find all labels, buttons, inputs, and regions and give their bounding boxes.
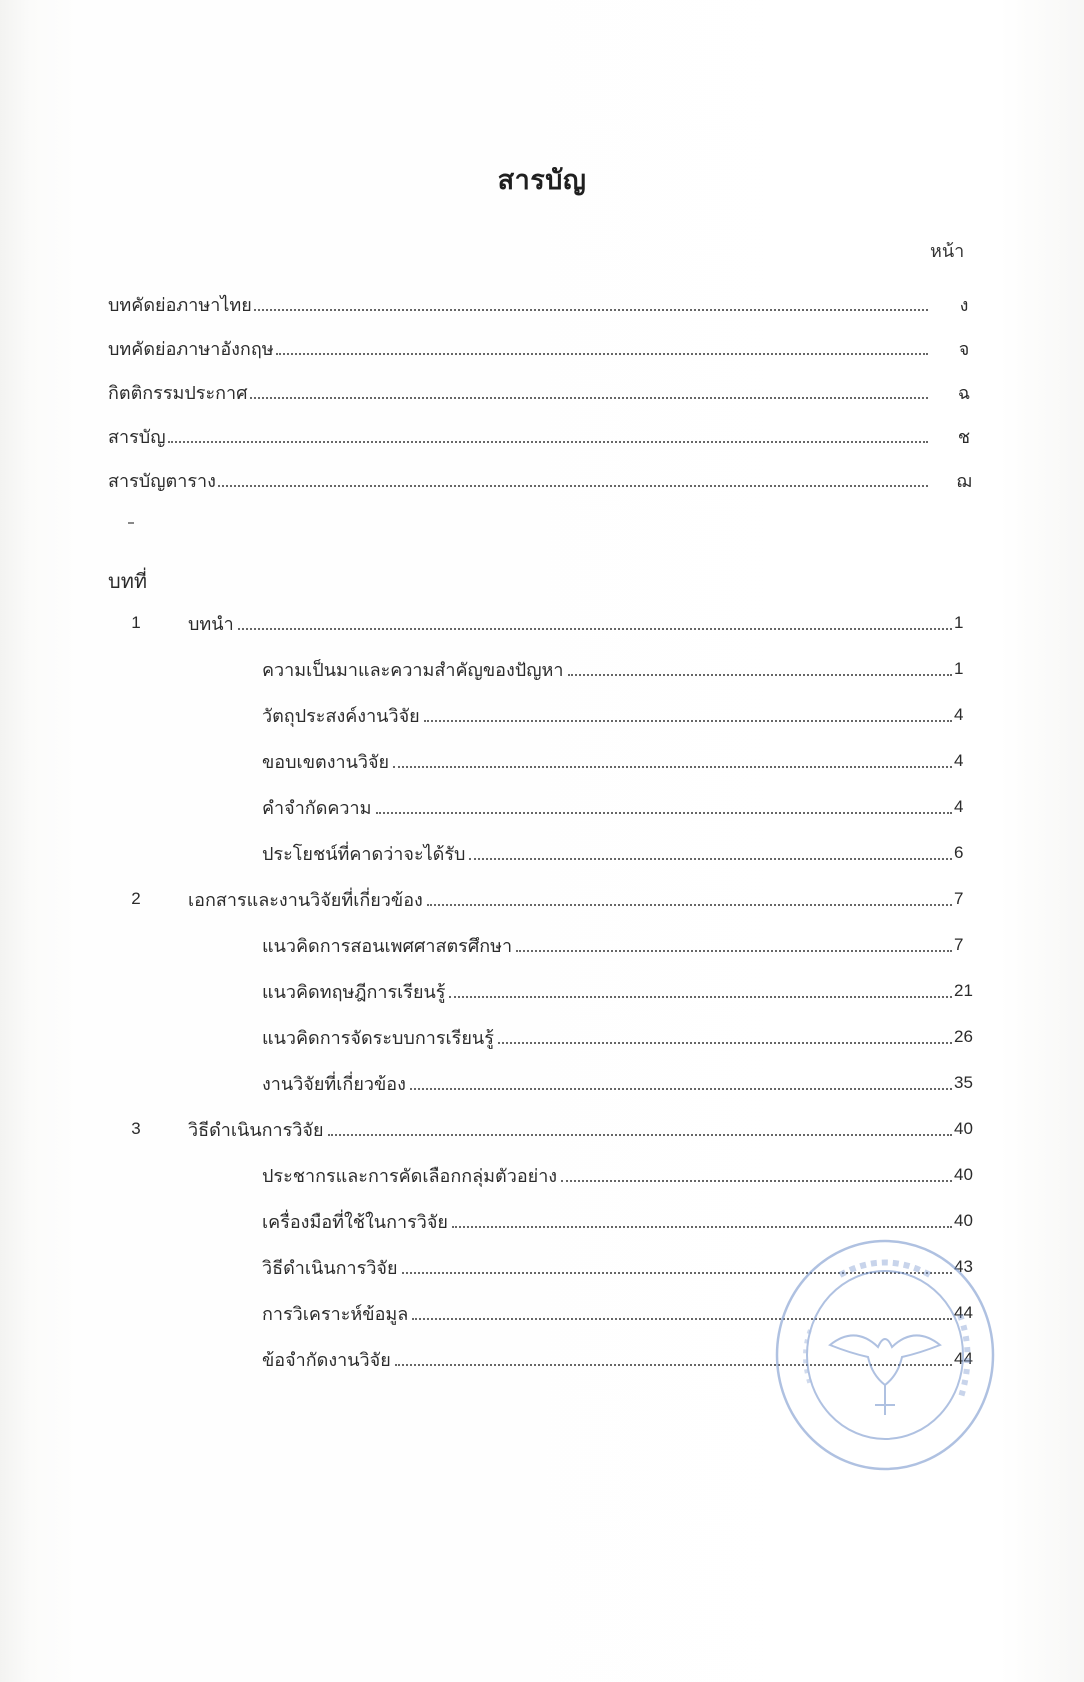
section-row	[108, 1014, 978, 1060]
section-page: 6	[954, 843, 964, 862]
leader-dots	[469, 858, 952, 860]
front-matter-label: สารบัญตาราง	[108, 470, 216, 492]
chapter-title: วิธีดำเนินการวิจัย	[188, 1119, 324, 1141]
section-title: วิธีดำเนินการวิจัย	[262, 1257, 398, 1279]
section-title: เครื่องมือที่ใช้ในการวิจัย	[262, 1211, 448, 1233]
leader-dots	[424, 720, 952, 722]
chapter-page: 1	[954, 613, 964, 632]
section-page: 44	[954, 1349, 973, 1368]
chapter-row	[108, 876, 978, 922]
leader-dots	[250, 397, 928, 399]
front-matter-label: บทคัดย่อภาษาไทย	[108, 294, 252, 316]
chapter-heading: บทที่	[108, 569, 148, 593]
section-row	[108, 968, 978, 1014]
leader-dots	[393, 766, 952, 768]
section-row	[108, 830, 978, 876]
section-title: แนวคิดการสอนเพศศาสตรศึกษา	[262, 935, 513, 957]
section-title: คำจำกัดความ	[262, 797, 372, 819]
front-matter-page: ฉ	[957, 382, 971, 404]
section-row	[108, 922, 978, 968]
section-row	[108, 1060, 978, 1106]
section-page: 40	[954, 1211, 973, 1230]
section-title: แนวคิดทฤษฎีการเรียนรู้	[262, 981, 446, 1003]
section-page: 26	[954, 1027, 973, 1046]
leader-dots	[516, 950, 952, 952]
front-matter-list	[108, 282, 978, 502]
section-page: 4	[954, 751, 964, 770]
leader-dots	[561, 1180, 952, 1182]
section-page: 4	[954, 797, 964, 816]
section-title: แนวคิดการจัดระบบการเรียนรู้	[262, 1027, 494, 1049]
leader-dots	[568, 674, 952, 676]
page-title: สารบัญ	[497, 165, 587, 196]
section-page: 4	[954, 705, 964, 724]
section-title: ประชากรและการคัดเลือกกลุ่มตัวอย่าง	[262, 1165, 558, 1187]
chapter-number: 1	[131, 613, 141, 632]
section-page: 43	[954, 1257, 973, 1276]
chapter-title: เอกสารและงานวิจัยที่เกี่ยวข้อง	[188, 889, 423, 911]
chapter-number: 3	[131, 1119, 141, 1138]
section-title: วัตถุประสงค์งานวิจัย	[262, 705, 420, 727]
section-title: ความเป็นมาและความสำคัญของปัญหา	[262, 659, 564, 681]
chapter-page: 7	[954, 889, 964, 908]
front-matter-row	[108, 414, 978, 458]
chapter-page: 40	[954, 1119, 973, 1138]
leader-dots	[168, 441, 928, 443]
section-row	[108, 692, 978, 738]
front-matter-row	[108, 458, 978, 502]
front-matter-row	[108, 282, 978, 326]
leader-dots	[449, 996, 952, 998]
section-title: ข้อจำกัดงานวิจัย	[262, 1349, 391, 1371]
section-title: ขอบเขตงานวิจัย	[262, 751, 390, 773]
front-matter-row	[108, 326, 978, 370]
section-page: 7	[954, 935, 964, 954]
section-page: 44	[954, 1303, 973, 1322]
section-title: ประโยชน์ที่คาดว่าจะได้รับ	[262, 843, 466, 865]
official-seal-icon	[770, 1235, 1000, 1475]
section-page: 40	[954, 1165, 973, 1184]
front-matter-label: สารบัญ	[108, 426, 166, 448]
section-row	[108, 1152, 978, 1198]
front-matter-page: จ	[958, 338, 970, 360]
leader-dots	[238, 628, 952, 630]
chapter-row	[108, 600, 978, 646]
section-title: งานวิจัยที่เกี่ยวข้อง	[262, 1073, 406, 1095]
chapter-number: 2	[131, 889, 141, 908]
front-matter-label: บทคัดย่อภาษาอังกฤษ	[108, 338, 274, 360]
leader-dots	[452, 1226, 952, 1228]
leader-dots	[427, 904, 952, 906]
front-matter-label: กิตติกรรมประกาศ	[108, 382, 248, 404]
front-matter-page: ง	[959, 294, 969, 316]
section-title: การวิเคราะห์ข้อมูล	[262, 1303, 409, 1325]
section-page: 21	[954, 981, 973, 1000]
leader-dots	[376, 812, 952, 814]
chapter-row	[108, 1106, 978, 1152]
front-matter-page: ช	[957, 426, 971, 448]
front-matter-row	[108, 370, 978, 414]
section-page: 1	[954, 659, 964, 678]
section-row	[108, 738, 978, 784]
leader-dots	[276, 353, 928, 355]
leader-dots	[498, 1042, 952, 1044]
section-row	[108, 784, 978, 830]
leader-dots	[328, 1134, 952, 1136]
leader-dots	[218, 485, 928, 487]
front-matter-page: ฌ	[956, 470, 972, 492]
leader-dots	[254, 309, 928, 311]
section-page: 35	[954, 1073, 973, 1092]
page-column-heading: หน้า	[930, 241, 965, 262]
section-row	[108, 646, 978, 692]
chapter-title: บทนำ	[188, 613, 234, 635]
scan-speck	[128, 522, 134, 524]
leader-dots	[410, 1088, 952, 1090]
